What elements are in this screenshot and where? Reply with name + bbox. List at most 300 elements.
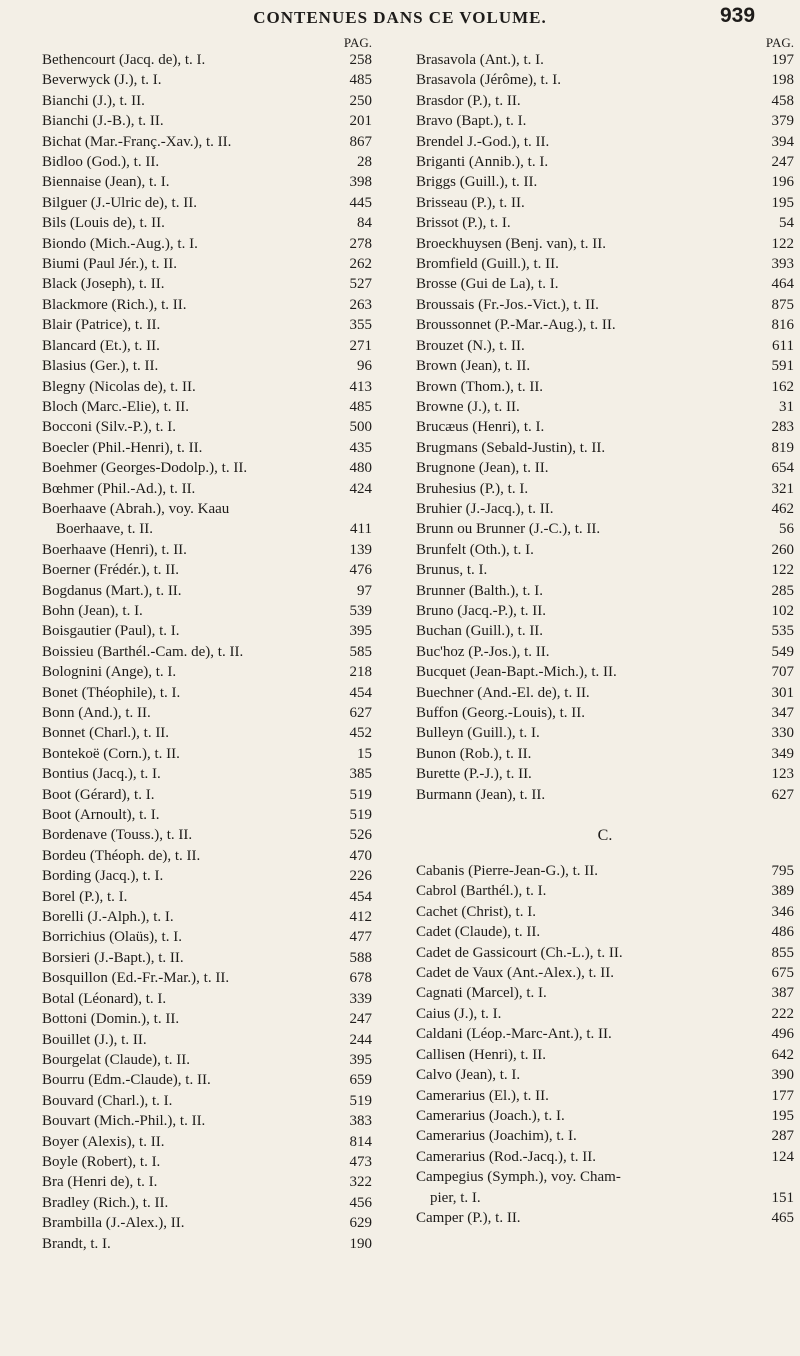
entry-name: Camerarius (Rod.-Jacq.), t. II. [416, 1148, 596, 1165]
index-entry [42, 929, 372, 949]
index-entry [42, 52, 372, 72]
index-entry [42, 317, 372, 337]
entry-name: Camerarius (Joach.), t. I. [416, 1107, 565, 1124]
index-entry [42, 950, 372, 970]
index-entry [42, 93, 372, 113]
index-entry [416, 338, 794, 358]
entry-page: 445 [349, 194, 372, 211]
entry-name: Biondo (Mich.-Aug.), t. I. [42, 235, 198, 252]
entry-name: Cadet de Vaux (Ant.-Alex.), t. II. [416, 965, 615, 982]
index-entry [416, 419, 794, 439]
index-entry [416, 195, 794, 215]
index-entry [42, 521, 372, 541]
entry-name: Cagnati (Marcel), t. I. [416, 985, 547, 1002]
entry-name: Bruhesius (P.), t. I. [416, 480, 529, 497]
entry-name: Bouillet (J.), t. II. [42, 1031, 147, 1048]
entry-name: Callisen (Henri), t. II. [416, 1046, 546, 1063]
index-entry [42, 1215, 372, 1235]
entry-page: 816 [771, 317, 794, 334]
entry-page: 218 [349, 664, 372, 681]
index-entry [42, 868, 372, 888]
section-letter: C. [597, 827, 613, 845]
entry-page: 247 [349, 1011, 372, 1028]
entry-name: Bloch (Marc.-Elie), t. II. [42, 398, 190, 415]
entry-page: 263 [349, 296, 372, 313]
entry-page: 642 [771, 1046, 794, 1063]
entry-name: Bichat (Mar.-Franç.-Xav.), t. II. [42, 133, 232, 150]
entry-page: 347 [771, 705, 794, 721]
entry-page: 283 [771, 419, 794, 436]
entry-name: Bourgelat (Claude), t. II. [42, 1051, 191, 1068]
entry-page: 707 [771, 664, 794, 681]
index-entry [42, 623, 372, 643]
entry-name: Black (Joseph), t. II. [42, 276, 165, 293]
entry-page: 247 [771, 154, 794, 171]
entry-name: Brunfelt (Oth.), t. I. [416, 541, 534, 558]
index-entry [416, 93, 794, 113]
index-entry [416, 399, 794, 419]
entry-name: Bogdanus (Mart.), t. II. [42, 582, 182, 599]
entry-name: Botal (Léonard), t. I. [42, 990, 167, 1007]
entry-page: 262 [349, 256, 372, 273]
entry-name: Boot (Gérard), t. I. [42, 786, 155, 803]
entry-page: 611 [772, 337, 794, 354]
index-entry [42, 174, 372, 194]
entry-page: 480 [349, 460, 372, 477]
entry-name: Boot (Arnoult), t. I. [42, 807, 160, 824]
entry-page: 321 [771, 480, 794, 497]
index-entry [416, 276, 794, 296]
entry-name: Broussonnet (P.-Mar.-Aug.), t. II. [416, 317, 616, 334]
entry-page: 659 [349, 1072, 372, 1089]
entry-name: Boecler (Phil.-Henri), t. II. [42, 439, 203, 456]
index-entry [42, 787, 372, 807]
entry-name: Biumi (Paul Jér.), t. II. [42, 256, 177, 273]
entry-page: 349 [771, 745, 794, 762]
entry-page: 465 [771, 1209, 794, 1226]
entry-page: 301 [771, 684, 794, 701]
entry-name: Bulleyn (Guill.), t. I. [416, 725, 540, 742]
entry-name: Bordeu (Théoph. de), t. II. [42, 847, 201, 864]
index-column-left [42, 35, 372, 1256]
entry-page: 123 [771, 766, 794, 783]
index-entry [416, 1128, 794, 1148]
entry-page: 346 [771, 903, 794, 920]
entry-page: 819 [771, 439, 794, 456]
entry-name: Blancard (Et.), t. II. [42, 337, 160, 354]
entry-name: Caldani (Léop.-Marc-Ant.), t. II. [416, 1026, 612, 1043]
entry-name: Bosquillon (Ed.-Fr.-Mar.), t. II. [42, 970, 230, 987]
entry-page: 867 [349, 133, 372, 150]
entry-page: 629 [349, 1215, 372, 1232]
entry-name: Camper (P.), t. II. [416, 1209, 521, 1226]
index-entry [416, 1169, 794, 1189]
entry-name: Boyer (Alexis), t. II. [42, 1133, 165, 1150]
entry-page: 197 [771, 52, 794, 68]
index-entry [42, 1113, 372, 1133]
entry-name: Bontekoë (Corn.), t. II. [42, 745, 180, 762]
entry-name: Brendel J.-God.), t. II. [416, 133, 550, 150]
entry-page: 424 [349, 480, 372, 497]
entry-name: Bethencourt (Jacq. de), t. I. [42, 52, 206, 68]
index-entry [42, 1093, 372, 1113]
index-entry [42, 1052, 372, 1072]
index-entry [416, 1210, 794, 1230]
entry-page: 462 [771, 500, 794, 517]
index-entry [42, 807, 372, 827]
entry-name: Biennaise (Jean), t. I. [42, 174, 170, 191]
index-entry [42, 297, 372, 317]
entry-name: Borelli (J.-Alph.), t. I. [42, 909, 174, 926]
entry-name: Bording (Jacq.), t. I. [42, 868, 164, 885]
entry-page: 456 [349, 1194, 372, 1211]
entry-name: Bottoni (Domin.), t. II. [42, 1011, 180, 1028]
index-entries [416, 863, 794, 1230]
index-entry [416, 317, 794, 337]
index-entry [42, 1134, 372, 1154]
entry-page: 322 [349, 1174, 372, 1191]
index-entry [42, 685, 372, 705]
entry-name: Brisseau (P.), t. II. [416, 194, 525, 211]
index-entry [42, 644, 372, 664]
entry-page: 379 [771, 113, 794, 130]
index-entry [416, 1067, 794, 1087]
entry-name: Blegny (Nicolas de), t. II. [42, 378, 196, 395]
entry-name: Bianchi (J.), t. II. [42, 92, 145, 109]
entry-name: Bidloo (God.), t. II. [42, 154, 160, 171]
index-entry [416, 904, 794, 924]
entry-page: 477 [349, 929, 372, 946]
index-entry [42, 113, 372, 133]
entry-name: Cadet de Gassicourt (Ch.-L.), t. II. [416, 944, 623, 961]
index-entry [416, 297, 794, 317]
entry-page: 476 [349, 562, 372, 579]
entry-page: 122 [771, 562, 794, 579]
entry-name: Brosse (Gui de La), t. I. [416, 276, 559, 293]
entry-name: Borel (P.), t. I. [42, 888, 128, 905]
entry-page: 519 [349, 786, 372, 803]
entry-page: 28 [357, 154, 372, 171]
index-entry [42, 236, 372, 256]
entry-name: Bra (Henri de), t. I. [42, 1174, 158, 1191]
index-entry [42, 1072, 372, 1092]
entry-name: Boerhaave (Abrah.), voy. Kaau [42, 500, 230, 517]
index-entry [416, 583, 794, 603]
entry-name: Boisgautier (Paul), t. I. [42, 623, 180, 640]
entry-page: 627 [349, 705, 372, 721]
entry-name: Bohn (Jean), t. I. [42, 602, 143, 619]
entry-name: Brandt, t. I. [42, 1235, 111, 1252]
index-entry [416, 134, 794, 154]
entry-page: 124 [771, 1148, 794, 1165]
index-entry [42, 154, 372, 174]
entry-page: 250 [349, 92, 372, 109]
index-entry [42, 1154, 372, 1174]
index-entry [42, 1032, 372, 1052]
index-entry [42, 440, 372, 460]
index-entry [42, 72, 372, 92]
entry-page: 795 [771, 863, 794, 880]
entry-name: Bravo (Bapt.), t. I. [416, 113, 527, 130]
entry-name: Borrichius (Olaüs), t. I. [42, 929, 182, 946]
index-entry [416, 460, 794, 480]
entry-page: 500 [349, 419, 372, 436]
entry-page: 454 [349, 888, 372, 905]
index-entry [42, 134, 372, 154]
index-entry [42, 746, 372, 766]
entry-page: 244 [349, 1031, 372, 1048]
entry-page: 413 [349, 378, 372, 395]
index-entry [416, 685, 794, 705]
entry-name: Brucæus (Henri), t. I. [416, 419, 545, 436]
index-entry [42, 1236, 372, 1256]
entry-name: Bonn (And.), t. II. [42, 705, 151, 721]
entry-name: Boerhaave, t. II. [56, 521, 154, 538]
entry-name: Boissieu (Barthél.-Cam. de), t. II. [42, 643, 244, 660]
entry-name: Bocconi (Silv.-P.), t. I. [42, 419, 177, 436]
index-entry [42, 215, 372, 235]
pag-label: PAG. [765, 35, 794, 50]
entry-name: Campegius (Symph.), voy. Cham- [416, 1169, 621, 1186]
entry-name: Brown (Jean), t. II. [416, 358, 531, 375]
entry-name: pier, t. I. [430, 1189, 481, 1206]
entry-name: Buffon (Georg.-Louis), t. II. [416, 705, 585, 721]
entry-name: Burmann (Jean), t. II. [416, 786, 546, 803]
index-entry [416, 52, 794, 72]
entry-page: 454 [349, 684, 372, 701]
index-entry [416, 863, 794, 883]
index-entry [42, 970, 372, 990]
entry-page: 287 [771, 1128, 794, 1145]
index-entry [42, 276, 372, 296]
entry-page: 470 [349, 847, 372, 864]
index-entry [416, 215, 794, 235]
index-entry [42, 1174, 372, 1194]
entry-name: Brissot (P.), t. I. [416, 215, 511, 232]
index-entry [42, 501, 372, 521]
entry-page: 855 [771, 944, 794, 961]
entry-page: 398 [349, 174, 372, 191]
index-entries [42, 52, 372, 1256]
index-entry [416, 746, 794, 766]
entry-page: 452 [349, 725, 372, 742]
entry-name: Brugmans (Sebald-Justin), t. II. [416, 439, 606, 456]
index-entry [416, 174, 794, 194]
entry-page: 535 [771, 623, 794, 640]
entry-page: 195 [771, 194, 794, 211]
entry-name: Brown (Thom.), t. II. [416, 378, 544, 395]
section-letter-heading [416, 807, 794, 863]
index-entry [42, 991, 372, 1011]
index-entry [416, 766, 794, 786]
entry-page: 527 [349, 276, 372, 293]
entry-name: Bils (Louis de), t. II. [42, 215, 165, 232]
entry-page: 222 [771, 1005, 794, 1022]
entry-page: 394 [771, 133, 794, 150]
entry-page: 412 [349, 909, 372, 926]
entry-name: Broussais (Fr.-Jos.-Vict.), t. II. [416, 296, 599, 313]
entry-name: Brasdor (P.), t. II. [416, 92, 521, 109]
index-entry [416, 236, 794, 256]
entry-page: 151 [771, 1189, 794, 1206]
entry-page: 519 [349, 1092, 372, 1109]
pag-label: PAG. [343, 35, 372, 50]
index-entry [42, 1195, 372, 1215]
index-entry [416, 1190, 794, 1210]
entry-page: 496 [771, 1026, 794, 1043]
entry-page: 395 [349, 1051, 372, 1068]
index-entry [416, 72, 794, 92]
entry-name: Cadet (Claude), t. II. [416, 924, 541, 941]
entry-name: Buc'hoz (P.-Jos.), t. II. [416, 643, 550, 660]
index-entry [42, 338, 372, 358]
entry-name: Blasius (Ger.), t. II. [42, 358, 159, 375]
index-entry [42, 909, 372, 929]
index-entry [416, 1026, 794, 1046]
entry-name: Bordenave (Touss.), t. II. [42, 827, 193, 844]
index-entry [416, 664, 794, 684]
entry-page: 226 [349, 868, 372, 885]
index-entry [416, 562, 794, 582]
entry-name: Burette (P.-J.), t. II. [416, 766, 532, 783]
index-entry [416, 945, 794, 965]
entry-name: Bouvart (Mich.-Phil.), t. II. [42, 1113, 206, 1130]
index-entry [42, 542, 372, 562]
entry-page: 526 [349, 827, 372, 844]
entry-name: Bucquet (Jean-Bapt.-Mich.), t. II. [416, 664, 617, 681]
index-entry [42, 562, 372, 582]
entry-page: 102 [771, 602, 794, 619]
entry-name: Cachet (Christ), t. I. [416, 903, 536, 920]
entry-name: Bruno (Jacq.-P.), t. II. [416, 602, 546, 619]
index-entry [416, 603, 794, 623]
index-entry [416, 256, 794, 276]
index-entry [42, 766, 372, 786]
index-entry [42, 481, 372, 501]
index-entry [416, 440, 794, 460]
index-entry [416, 787, 794, 807]
entry-name: Bromfield (Guill.), t. II. [416, 256, 559, 273]
entry-page: 84 [357, 215, 372, 232]
index-entries [416, 52, 794, 807]
entry-name: Brunn ou Brunner (J.-C.), t. II. [416, 521, 601, 538]
entry-page: 96 [357, 358, 372, 375]
entry-page: 486 [771, 924, 794, 941]
index-entry [416, 623, 794, 643]
entry-name: Boehmer (Georges-Dodolp.), t. II. [42, 460, 248, 477]
index-entry [42, 848, 372, 868]
column-header [42, 35, 372, 52]
entry-page: 330 [771, 725, 794, 742]
entry-page: 54 [779, 215, 794, 232]
index-entry [416, 924, 794, 944]
entry-page: 627 [771, 786, 794, 803]
entry-name: Brasavola (Jérôme), t. I. [416, 72, 561, 89]
index-entry [416, 542, 794, 562]
index-entry [42, 379, 372, 399]
entry-page: 15 [357, 745, 372, 762]
entry-page: 539 [349, 602, 372, 619]
entry-page: 458 [771, 92, 794, 109]
index-entry [416, 725, 794, 745]
index-entry [42, 705, 372, 725]
entry-page: 355 [349, 317, 372, 334]
index-entry [42, 889, 372, 909]
index-entry [416, 501, 794, 521]
entry-name: Brambilla (J.-Alex.), II. [42, 1215, 185, 1232]
entry-name: Bonnet (Charl.), t. II. [42, 725, 170, 742]
index-entry [416, 358, 794, 378]
entry-name: Beverwyck (J.), t. I. [42, 72, 162, 89]
entry-name: Borsieri (J.-Bapt.), t. II. [42, 949, 184, 966]
entry-page: 585 [349, 643, 372, 660]
entry-name: Brunner (Balth.), t. I. [416, 582, 544, 599]
entry-page: 122 [771, 235, 794, 252]
entry-name: Bruhier (J.-Jacq.), t. II. [416, 500, 554, 517]
entry-page: 285 [771, 582, 794, 599]
index-entry [42, 358, 372, 378]
entry-page: 162 [771, 378, 794, 395]
entry-page: 260 [771, 541, 794, 558]
index-entry [42, 664, 372, 684]
index-entry [416, 154, 794, 174]
index-entry [42, 460, 372, 480]
index-entry [416, 1006, 794, 1026]
entry-page: 473 [349, 1153, 372, 1170]
entry-name: Bunon (Rob.), t. II. [416, 745, 532, 762]
entry-page: 190 [349, 1235, 372, 1252]
entry-page: 201 [349, 113, 372, 130]
entry-name: Bianchi (J.-B.), t. II. [42, 113, 164, 130]
index-entry [416, 481, 794, 501]
entry-page: 97 [357, 582, 372, 599]
index-entry [42, 603, 372, 623]
entry-name: Bonet (Théophile), t. I. [42, 684, 181, 701]
entry-name: Boerhaave (Henri), t. II. [42, 541, 187, 558]
entry-name: Brouzet (N.), t. II. [416, 337, 525, 354]
index-entry [42, 399, 372, 419]
entry-page: 385 [349, 766, 372, 783]
index-entry [416, 113, 794, 133]
entry-page: 393 [771, 256, 794, 273]
entry-name: Cabrol (Barthél.), t. I. [416, 883, 547, 900]
entry-page: 177 [771, 1087, 794, 1104]
index-entry [416, 1088, 794, 1108]
index-entry [42, 419, 372, 439]
entry-name: Browne (J.), t. II. [416, 398, 520, 415]
entry-page: 814 [349, 1133, 372, 1150]
index-entry [42, 256, 372, 276]
index-entry [416, 883, 794, 903]
index-entry [42, 1011, 372, 1031]
running-header: CONTENUES DANS CE VOLUME. [253, 8, 547, 27]
entry-name: Brasavola (Ant.), t. I. [416, 52, 544, 68]
entry-page: 588 [349, 949, 372, 966]
entry-page: 485 [349, 72, 372, 89]
entry-name: Brunus, t. I. [416, 562, 488, 579]
entry-name: Camerarius (Joachim), t. I. [416, 1128, 577, 1145]
index-entry [42, 827, 372, 847]
index-entry [42, 195, 372, 215]
entry-page: 390 [771, 1067, 794, 1084]
index-entry [416, 644, 794, 664]
entry-page: 387 [771, 985, 794, 1002]
entry-page: 56 [779, 521, 794, 538]
index-entry [42, 583, 372, 603]
entry-page: 271 [349, 337, 372, 354]
entry-name: Bourru (Edm.-Claude), t. II. [42, 1072, 211, 1089]
entry-name: Brugnone (Jean), t. II. [416, 460, 549, 477]
